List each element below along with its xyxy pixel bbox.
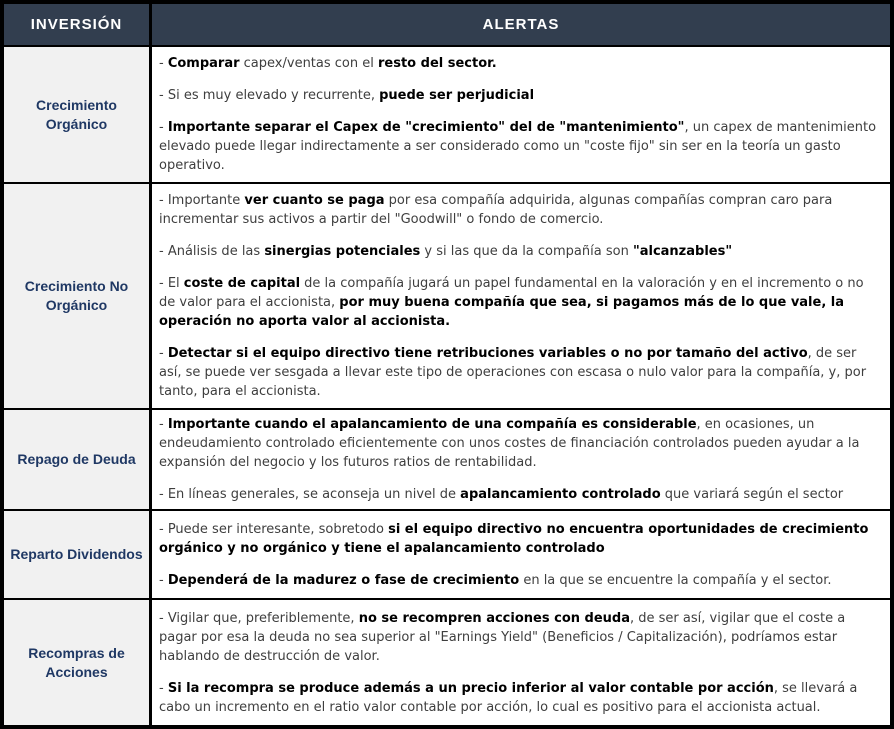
alert-bullet: - Análisis de las sinergias potenciales y si las que da la compañía son "alcanzables" [159,244,733,259]
row-alerts [152,600,890,725]
row-label: Crecimiento No Orgánico [4,184,152,408]
alert-bullet: - Puede ser interesante, sobretodo si el equipo directivo no encuentra oportunidades de crecimiento orgánico y no orgánico y tiene el apalancamiento controlado [159,521,869,556]
row-alerts [152,184,890,408]
alert-bullet: - Detectar si el equipo directivo tiene retribuciones variables o no por tamaño del activo, de ser así, se puede ver sesgada a llevar este tipo de operaciones con escasa o nulo valor para la compañía, y, por tanto, para el accionista. [159,346,867,399]
table-body [4,47,890,725]
row-label: Crecimiento Orgánico [4,47,152,182]
alert-bullet: - Dependerá de la madurez o fase de crecimiento en la que se encuentre la compañía y el sector. [159,572,832,588]
table-row [4,184,890,410]
alert-bullet: - Importante cuando el apalancamiento de una compañía es considerable, en ocasiones, un endeudamiento controlado eficientemente con unos costes de financiación controlados pueden ayudar a la expansión del negocio y los futuros ratios de rentabilidad. [159,417,860,470]
alert-bullet: - Importante ver cuanto se paga por esa compañía adquirida, algunas compañías compran caro para incrementar sus activos a partir del "Goodwill" o fondo de comercio. [159,193,833,227]
alert-bullet: - Vigilar que, preferiblemente, no se recompren acciones con deuda, de ser así, vigilar que el coste a pagar por esa la deuda no sea superior al "Earnings Yield" (Beneficios / Capitalización), podríamos estar hablando de destrucción de valor. [159,610,846,664]
alert-bullet: - Importante separar el Capex de "crecimiento" del de "mantenimiento", un capex de mantenimiento elevado puede llegar indirectamente a ser considerado como un "coste fijo" sin ser en la teoría un gasto operativo. [159,120,877,173]
alert-bullet: - Comparar capex/ventas con el resto del sector. [159,56,497,71]
row-alerts [152,410,890,509]
alert-bullet: - Si la recompra se produce además a un precio inferior al valor contable por acción, se llevará a cabo un incremento en el ratio valor contable por acción, lo cual es positivo para el accionista actual. [159,680,858,715]
table-row [4,600,890,725]
row-alerts [152,47,890,182]
alert-bullet: - En líneas generales, se aconseja un nivel de apalancamiento controlado que variará según el sector [159,487,844,502]
table-row [4,511,890,600]
header-cell-alertas: ALERTAS [482,16,560,33]
row-alerts [152,511,890,598]
alert-bullet: - El coste de capital de la compañía jugará un papel fundamental en la valoración y en el incremento o no de valor para el accionista, por muy buena compañía que sea, si pagamos más de lo que vale, la operación no aporta valor al accionista. [159,276,864,329]
table-row [4,47,890,184]
alert-bullet: - Si es muy elevado y recurrente, puede ser perjudicial [159,88,535,103]
row-label: Repago de Deuda [4,410,152,509]
header-cell-inversion: INVERSIÓN [4,4,152,45]
row-label: Recompras de Acciones [4,600,152,725]
table-row [4,410,890,511]
table-header-row [4,4,890,47]
row-label: Reparto Dividendos [4,511,152,598]
